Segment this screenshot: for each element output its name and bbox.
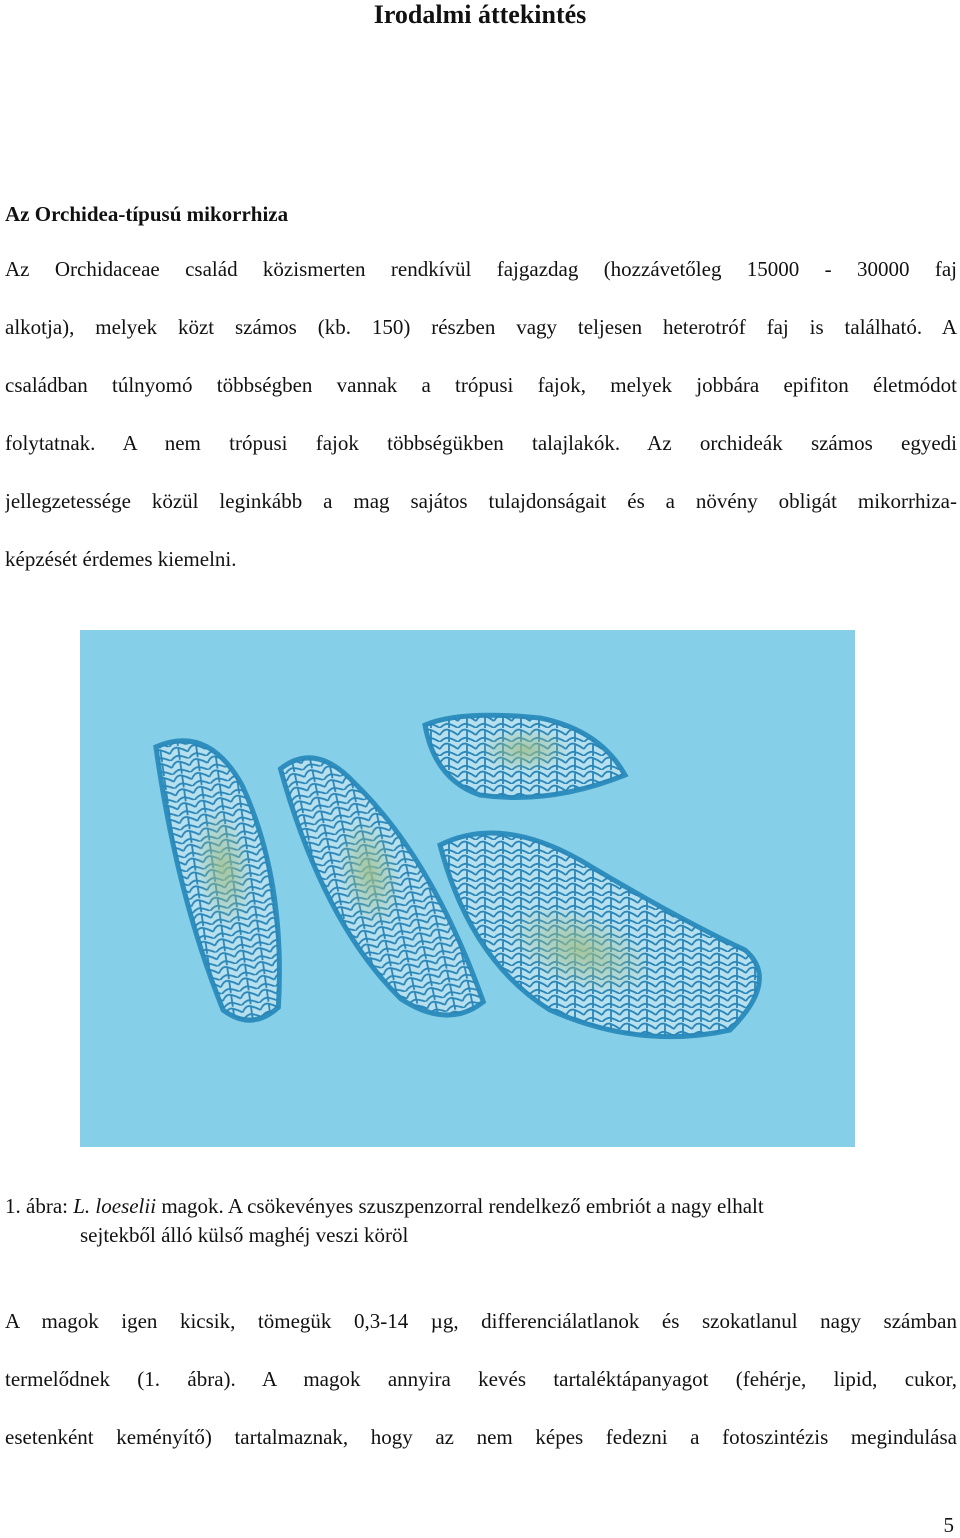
- page-number: 5: [943, 1513, 954, 1537]
- caption-line2: sejtekből álló külső maghéj veszi köröl: [80, 1223, 409, 1247]
- seed-micrograph-image: [80, 630, 855, 1147]
- page-title: Irodalmi áttekintés: [373, 0, 587, 29]
- paragraph-line: A magok igen kicsik, tömegük 0,3-14 µg, differenciálatlanok és szokatlanul nagy számban: [5, 1309, 957, 1333]
- paragraph-line: esetenként keményítő) tartalmaznak, hogy az nem képes fedezni a fotoszintézis megindulása: [5, 1425, 957, 1449]
- paragraph-intro: [5, 254, 957, 602]
- figure-caption: [5, 1192, 955, 1250]
- caption-line1-rest: magok. A csökevényes szuszpenzorral rendelkező embriót a nagy elhalt: [156, 1194, 764, 1218]
- caption-prefix: 1. ábra:: [5, 1194, 74, 1218]
- paragraph-line: termelődnek (1. ábra). A magok annyira kevés tartaléktápanyagot (fehérje, lipid, cukor,: [5, 1367, 957, 1391]
- paragraph-seeds: [5, 1306, 957, 1480]
- paragraph-line: Az Orchidaceae család közismerten rendkívül fajgazdag (hozzávetőleg 15000 - 30000 faj: [5, 257, 957, 281]
- figure-micrograph: [80, 630, 855, 1147]
- paragraph-line: jellegzetessége közül leginkább a mag sajátos tulajdonságait és a növény obligát mikorrhiza-: [5, 489, 957, 513]
- paragraph-line: alkotja), melyek közt számos (kb. 150) részben vagy teljesen heterotróf faj is található. A: [5, 315, 957, 339]
- paragraph-line: folytatnak. A nem trópusi fajok többségükben talajlakók. Az orchideák számos egyedi: [5, 431, 957, 455]
- paragraph-line: képzését érdemes kiemelni.: [5, 547, 237, 571]
- section-heading: Az Orchidea-típusú mikorrhiza: [5, 202, 289, 226]
- paragraph-line: családban túlnyomó többségben vannak a trópusi fajok, melyek jobbára epifiton életmódot: [5, 373, 957, 397]
- caption-species: L. loeselii: [73, 1194, 157, 1218]
